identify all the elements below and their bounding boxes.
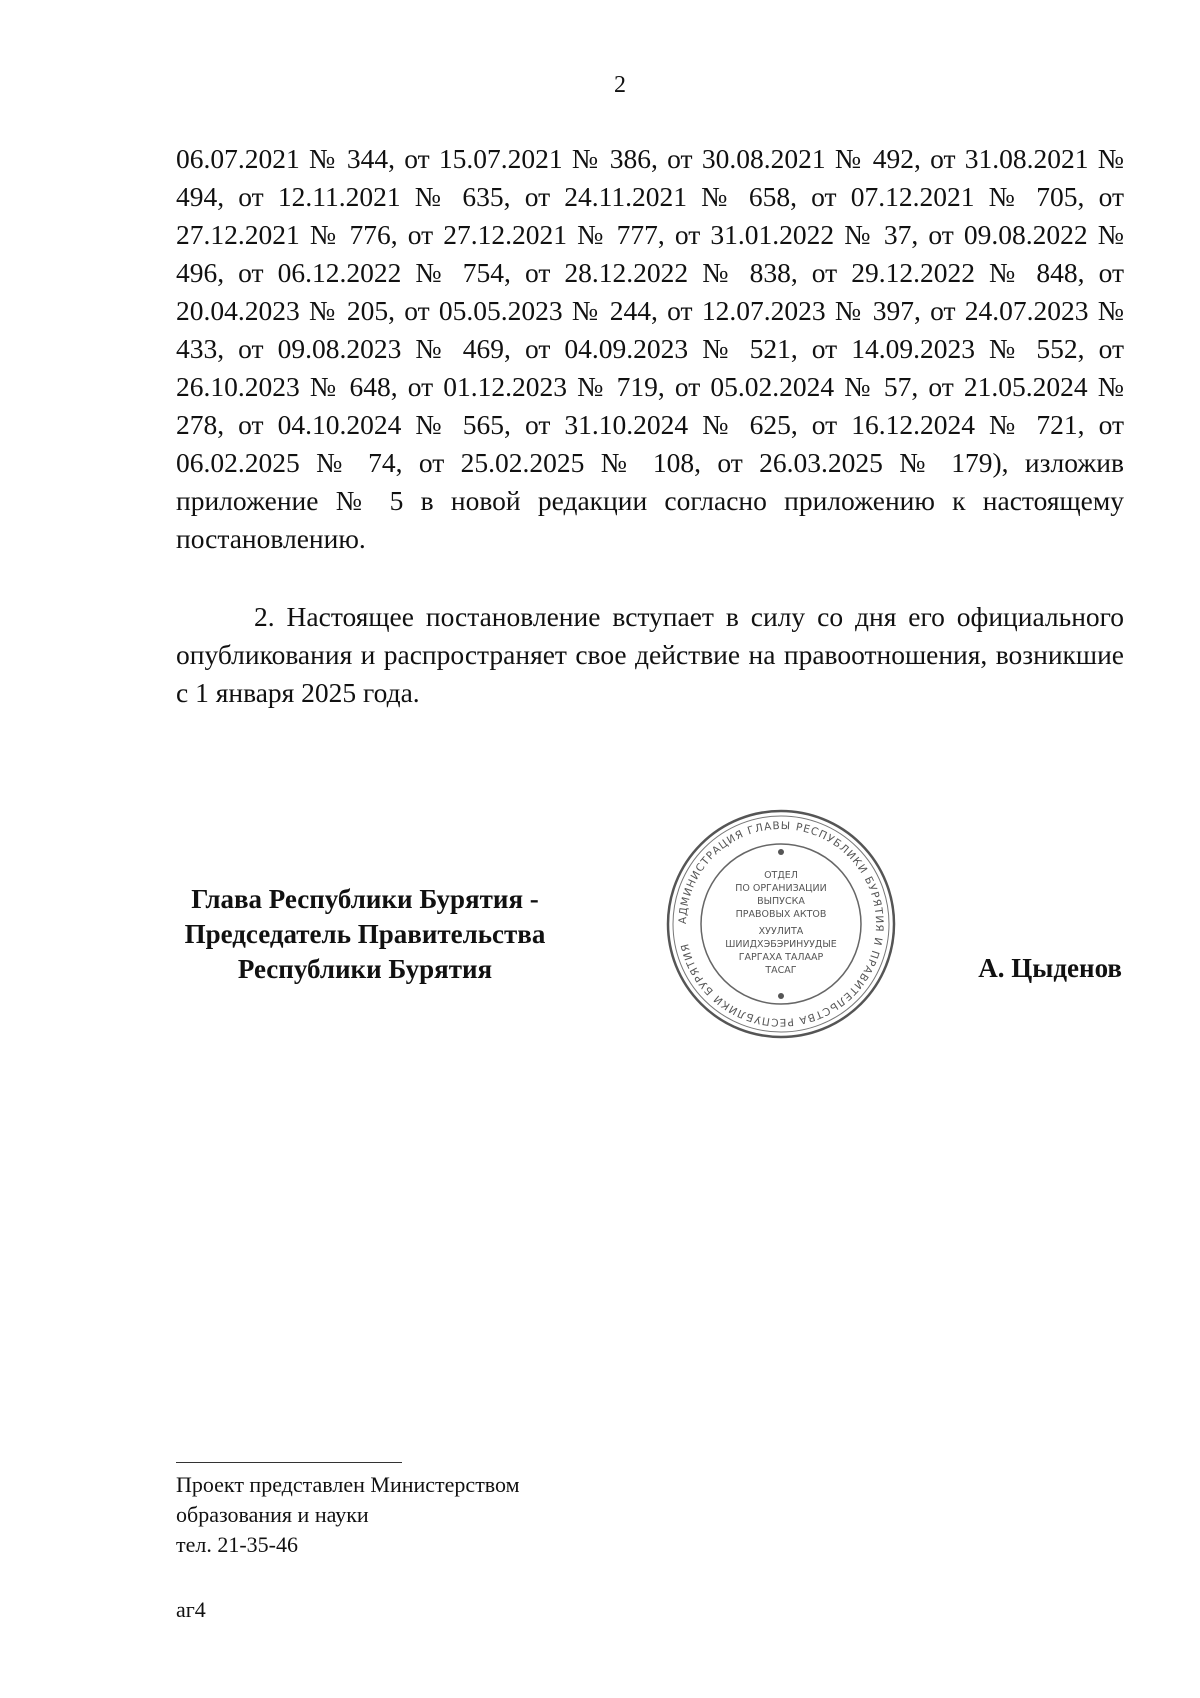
footnote-line-1: Проект представлен Министерством — [176, 1472, 520, 1497]
seal-center-line-4: ПРАВОВЫХ АКТОВ — [735, 909, 827, 920]
page-number: 2 — [614, 72, 626, 98]
signer-title — [150, 882, 580, 987]
seal-inner-ring — [701, 844, 861, 1004]
footnote-divider — [176, 1462, 402, 1463]
footnote-line-2: образования и науки — [176, 1502, 369, 1527]
signer-title-line-1: Глава Республики Бурятия - — [191, 884, 539, 914]
body-paragraph-2: 2. Настоящее постановление вступает в силу со дня его официального опубликования и распространяет свое действие на правоотношения, возникшие с 1 января 2025 года. — [176, 601, 1124, 708]
seal-dot-icon — [778, 993, 784, 999]
footnote-line-3: тел. 21-35-46 — [176, 1532, 299, 1557]
seal-center-line-8: ТАСАГ — [765, 965, 797, 976]
seal-center-line-5: ХУУЛИТА — [758, 926, 804, 937]
seal-center-line-2: ПО ОРГАНИЗАЦИИ — [735, 883, 827, 894]
document-code: аг4 — [176, 1597, 206, 1622]
signer-name: А. Цыденов — [978, 953, 1122, 983]
footnote — [176, 1470, 520, 1560]
seal-outer-ring — [668, 811, 894, 1037]
body-paragraph-1 — [176, 140, 1124, 558]
signer-title-line-3: Республики Бурятия — [237, 954, 493, 984]
seal-center-line-7: ГАРГАХА ТАЛААР — [738, 952, 824, 963]
signer-title-line-2: Председатель Правительства — [184, 919, 546, 949]
paragraph-1-text: 06.07.2021 № 344, от 15.07.2021 № 386, от 30.08.2021 № 492, от 31.08.2021 № 494, от 12.11.2021 № 635, от 24.11.2021 № 658, от 07.12.2021 № 705, от 27.12.2021 № 776, от 27.12.2021 № 777, от 31.01.2022 № 37, от 09.08.2022 № 496, от 06.12.2022 № 754, от 28.12.2022 № 838, от 29.12.2022 № 848, от 20.04.2023 № 205, от 05.05.2023 № 244, от 12.07.2023 № 397, от 24.07.2023 № 433, от 09.08.2023 № 469, от 04.09.2023 № 521, от 14.09.2023 № 552, от 26.10.2023 № 648, от 01.12.2023 № 719, от 05.02.2024 № 57, от 21.05.2024 № 278, от 04.10.2024 № 565, от 31.10.2024 № 625, от 16.12.2024 № 721, от 06.02.2025 № 74, от 25.02.2025 № 108, от 26.03.2025 № 179), изложив приложение № 5 в новой редакции согласно приложению к настоящему постановлению. — [176, 143, 1124, 554]
seal-center-line-3: ВЫПУСКА — [757, 896, 805, 907]
seal-ring-textpath: АДМИНИСТРАЦИЯ ГЛАВЫ РЕСПУБЛИКИ БУРЯТИЯ И ПРАВИТЕЛЬСТВА РЕСПУБЛИКИ БУРЯТИЯ — [676, 819, 886, 1029]
seal-center-line-1: ОТДЕЛ — [764, 870, 798, 881]
official-seal — [665, 808, 897, 1040]
seal-center-line-6: ШИИДХЭБЭРИНУУДЫЕ — [725, 939, 837, 950]
seal-dot-top-icon — [778, 849, 784, 855]
seal-outer-ring-inner — [673, 816, 889, 1032]
